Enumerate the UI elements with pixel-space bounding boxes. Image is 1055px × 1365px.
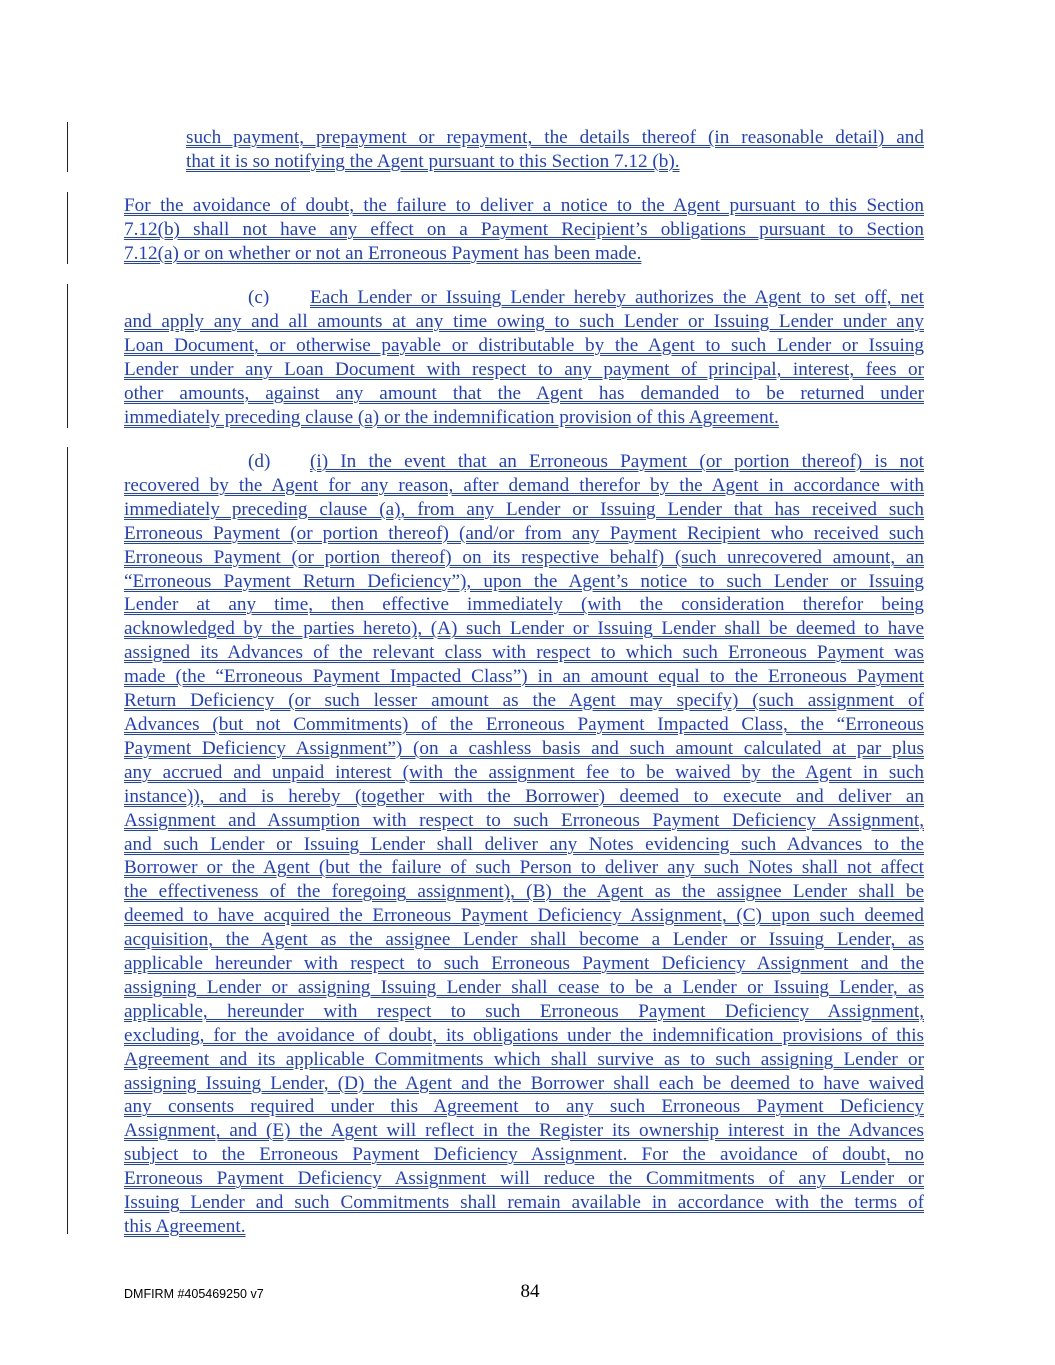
clause-d-line: Payment Deficiency Assignment”) (on a cashless basis and such amount calculated at par plus bbox=[124, 737, 924, 759]
clause-d-line: acquisition, the Agent as the assignee Lender shall become a Lender or Issuing Lender, as bbox=[124, 929, 924, 951]
change-bar bbox=[67, 284, 68, 428]
clause-c-line: immediately preceding clause (a) or the indemnification provision of this Agreement. bbox=[124, 406, 779, 428]
clause-d-line: assigning Issuing Lender, (D) the Agent and the Borrower shall each be deemed to have waived bbox=[124, 1072, 924, 1094]
clause-d-line: deemed to have acquired the Erroneous Payment Deficiency Assignment, (C) upon such deemed bbox=[124, 905, 924, 927]
clause-d-line: any accrued and unpaid interest (with the assignment fee to be waived by the Agent in such bbox=[124, 761, 924, 783]
clause-c-line: Lender under any Loan Document with respect to any payment of principal, interest, fees or bbox=[124, 358, 924, 380]
clause-d-label: (d) bbox=[248, 451, 271, 472]
clause-d-first-line bbox=[124, 450, 924, 474]
clause-d-line: made (the “Erroneous Payment Impacted Class”) in an amount equal to the Erroneous Payment bbox=[124, 666, 924, 688]
clause-c-line: and apply any and all amounts at any time owing to such Lender or Issuing Lender under any bbox=[124, 310, 924, 332]
clause-d-line: instance)), and is hereby (together with the Borrower) deemed to execute and deliver an bbox=[124, 785, 924, 807]
clause-d-line: subject to the Erroneous Payment Deficiency Assignment. For the avoidance of doubt, no bbox=[124, 1144, 924, 1166]
clause-d-line: immediately preceding clause (a), from any Lender or Issuing Lender that has received such bbox=[124, 498, 924, 520]
clause-d-line: Return Deficiency (or such lesser amount as the Agent may specify) (such assignment of bbox=[124, 690, 924, 712]
clause-d-line: assigning Lender or assigning Issuing Lender shall cease to be a Lender or Issuing Lender, as bbox=[124, 976, 924, 998]
clause-d-line: Assignment, and (E) the Agent will reflect in the Register its ownership interest in the Advances bbox=[124, 1120, 924, 1142]
clause-c-first-text: Each Lender or Issuing Lender hereby authorizes the Agent to set off, net bbox=[310, 287, 924, 308]
clause-d-line: applicable, hereunder with respect to such Erroneous Payment Deficiency Assignment, bbox=[124, 1000, 924, 1022]
clause-d-line: applicable hereunder with respect to such Erroneous Payment Deficiency Assignment and the bbox=[124, 953, 924, 975]
clause-d-line: and such Lender or Issuing Lender shall deliver any Notes evidencing such Advances to the bbox=[124, 833, 924, 855]
clause-d-line: Agreement and its applicable Commitments which shall survive as to such assigning Lender or bbox=[124, 1048, 924, 1070]
clause-d-line: Borrower or the Agent (but the failure of such Person to deliver any such Notes shall not affect bbox=[124, 857, 924, 879]
paragraph-2-line: 7.12(b) shall not have any effect on a Payment Recipient’s obligations pursuant to Section bbox=[124, 218, 924, 240]
clause-d-line: Lender at any time, then effective immediately (with the consideration therefor being bbox=[124, 594, 924, 616]
clause-d-line: recovered by the Agent for any reason, after demand therefor by the Agent in accordance with bbox=[124, 474, 924, 496]
change-bar bbox=[67, 447, 68, 1234]
clause-d-line: Advances (but not Commitments) of the Erroneous Payment Impacted Class, the “Erroneous bbox=[124, 713, 924, 735]
clause-d-line: “Erroneous Payment Return Deficiency”), upon the Agent’s notice to such Lender or Issuing bbox=[124, 570, 924, 592]
clause-d-line: assigned its Advances of the relevant class with respect to which such Erroneous Payment was bbox=[124, 642, 924, 664]
clause-d-line: Erroneous Payment (or portion thereof) on its respective behalf) (such unrecovered amount, an bbox=[124, 546, 924, 568]
clause-c bbox=[124, 286, 924, 429]
clause-c-label: (c) bbox=[248, 287, 270, 308]
page-number: 84 bbox=[520, 1281, 540, 1302]
paragraph-continuation bbox=[186, 126, 924, 174]
clause-c-line: other amounts, against any amount that the Agent has demanded to be returned under bbox=[124, 382, 924, 404]
paragraph-2-line: 7.12(a) or on whether or not an Erroneous Payment has been made. bbox=[124, 242, 642, 264]
clause-d-line: this Agreement. bbox=[124, 1216, 246, 1237]
clause-c-line: Loan Document, or otherwise payable or distributable by the Agent to such Lender or Issuing bbox=[124, 334, 924, 356]
document-id: DMFIRM #405469250 v7 bbox=[124, 1287, 264, 1301]
clause-c-first-line bbox=[124, 286, 924, 310]
clause-d-line: acknowledged by the parties hereto), (A) such Lender or Issuing Lender shall be deemed to have bbox=[124, 618, 924, 640]
clause-d-line: Erroneous Payment Deficiency Assignment will reduce the Commitments of any Lender or bbox=[124, 1168, 924, 1190]
paragraph-avoidance-of-doubt bbox=[124, 194, 924, 266]
paragraph-2-line: For the avoidance of doubt, the failure to deliver a notice to the Agent pursuant to this Section bbox=[124, 195, 924, 216]
clause-d-line: Issuing Lender and such Commitments shall remain available in accordance with the terms of bbox=[124, 1192, 924, 1214]
clause-d-line: Assignment and Assumption with respect to such Erroneous Payment Deficiency Assignment, bbox=[124, 809, 924, 831]
clause-d-line: Erroneous Payment (or portion thereof) (and/or from any Payment Recipient who received such bbox=[124, 522, 924, 544]
paragraph-1-line: such payment, prepayment or repayment, the details thereof (in reasonable detail) and bbox=[186, 127, 924, 148]
change-bar bbox=[67, 192, 68, 264]
clause-d-line: the effectiveness of the foregoing assignment), (B) the Agent as the assignee Lender shall be bbox=[124, 881, 924, 903]
clause-d-first-text: (i) In the event that an Erroneous Payment (or portion thereof) is not bbox=[310, 451, 924, 472]
change-bar bbox=[67, 122, 68, 172]
clause-d bbox=[124, 450, 924, 1239]
clause-d-line: excluding, for the avoidance of doubt, its obligations under the indemnification provisions of this bbox=[124, 1024, 924, 1046]
paragraph-1-line: that it is so notifying the Agent pursuant to this Section 7.12 (b). bbox=[186, 150, 680, 172]
clause-d-line: any consents required under this Agreement to any such Erroneous Payment Deficiency bbox=[124, 1096, 924, 1118]
